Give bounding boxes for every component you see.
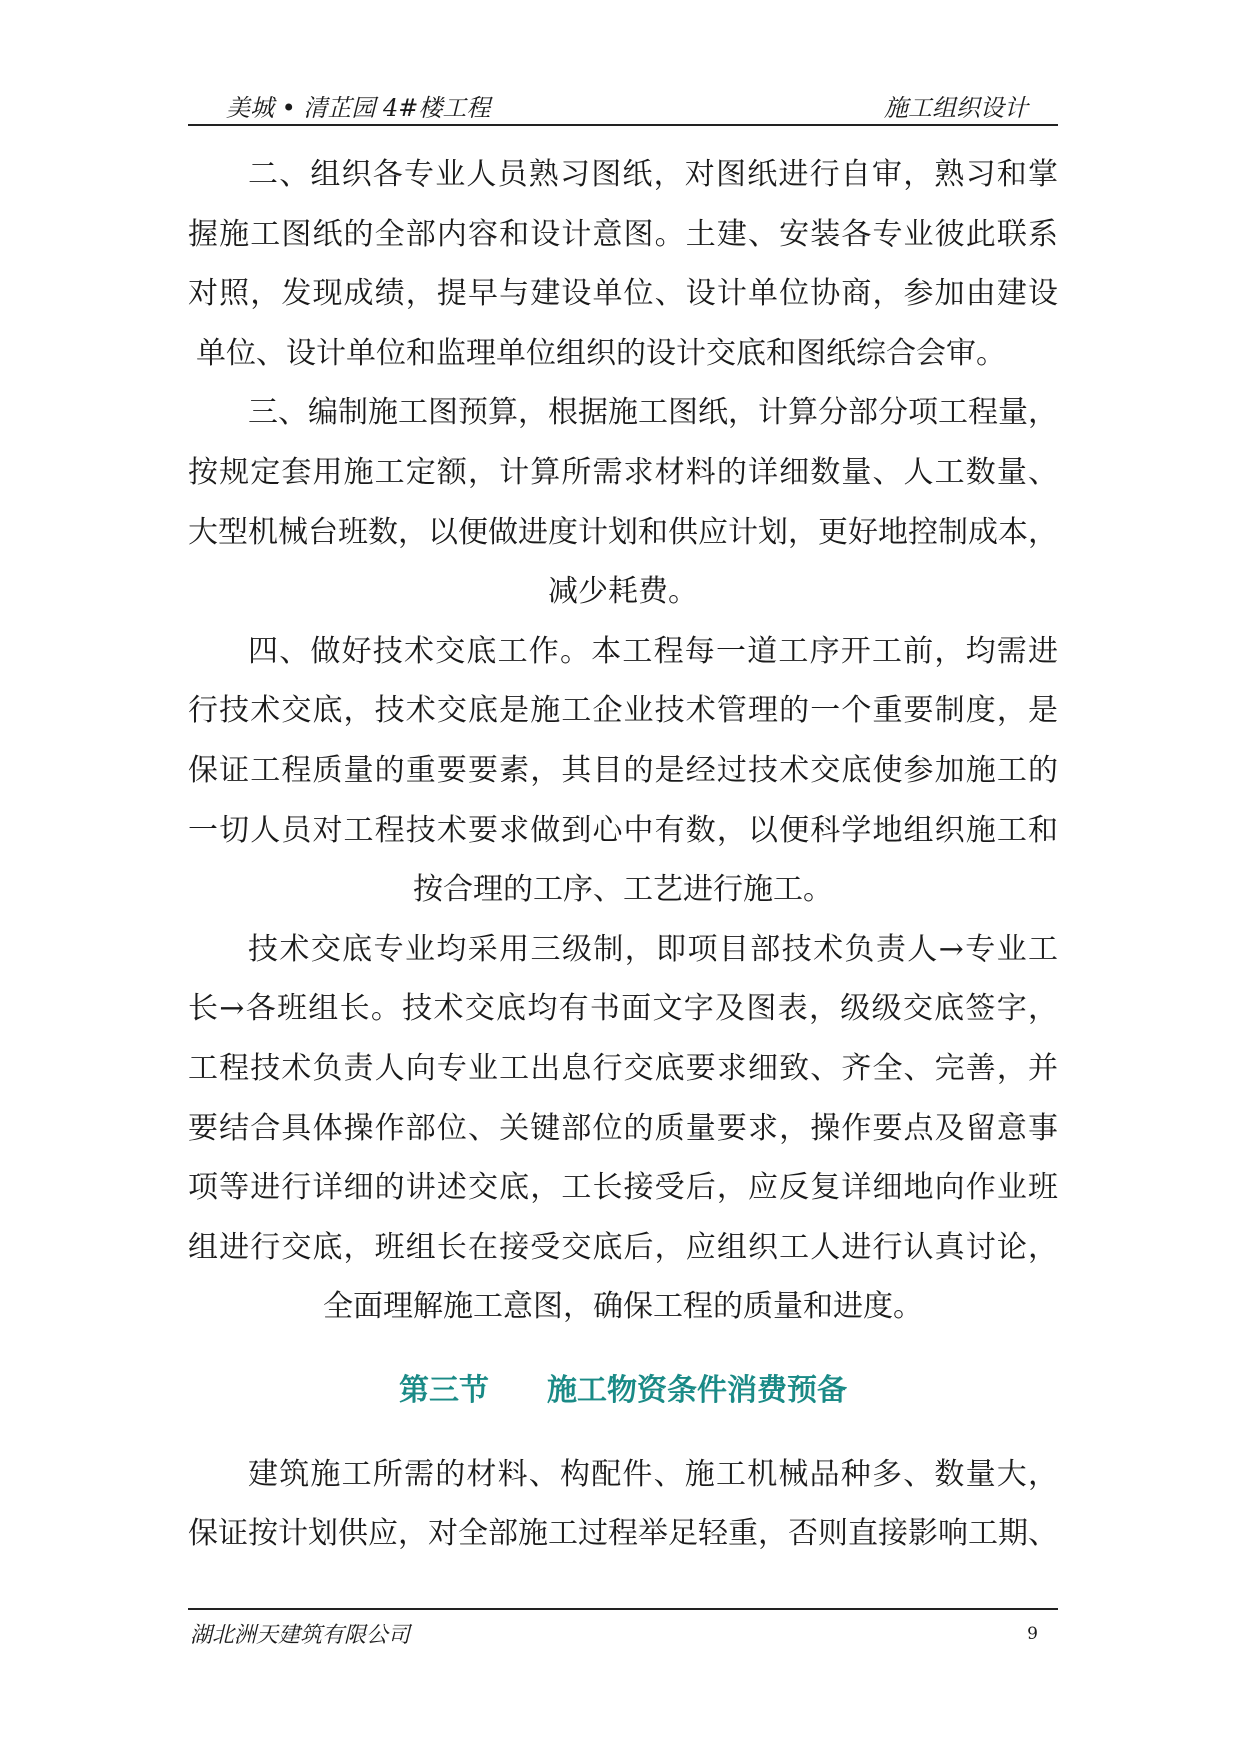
document-body xyxy=(188,145,1058,1564)
body-line: 建筑施工所需的材料、构配件、施工机械品种多、数量大， xyxy=(248,1456,1058,1492)
body-line: 长→各班组长。技术交底均有书面文字及图表，级级交底签字， xyxy=(188,991,1058,1027)
body-line: 要结合具体操作部位、关键部位的质量要求，操作要点及留意事 xyxy=(188,1110,1058,1146)
body-line: 项等进行详细的讲述交底，工长接受后，应反复详细地向作业班 xyxy=(188,1170,1058,1206)
company-name: 湖北洲天建筑有限公司 xyxy=(190,1623,411,1648)
body-line: 组进行交底，班组长在接受交底后，应组织工人进行认真讨论， xyxy=(188,1229,1058,1265)
body-line: 握施工图纸的全部内容和设计意图。土建、安装各专业彼此联系 xyxy=(188,216,1058,252)
body-line: 四、做好技术交底工作。本工程每一道工序开工前，均需进 xyxy=(248,633,1058,669)
body-line: 一切人员对工程技术要求做到心中有数，以便科学地组织施工和 xyxy=(188,812,1058,848)
body-line: 全面理解施工意图，确保工程的质量和进度。 xyxy=(323,1289,923,1325)
page-footer xyxy=(188,1608,1058,1648)
body-line: 工程技术负责人向专业工出息行交底要求细致、齐全、完善，并 xyxy=(188,1050,1058,1086)
page-header xyxy=(188,84,1058,126)
body-line: 对照，发现成绩，提早与建设单位、设计单位协商，参加由建设 xyxy=(188,276,1058,312)
body-line: 大型机械台班数，以便做进度计划和供应计划，更好地控制成本， xyxy=(188,514,1058,550)
body-line: 保证按计划供应，对全部施工过程举足轻重，否则直接影响工期、 xyxy=(188,1516,1058,1552)
body-line: 保证工程质量的重要要素，其目的是经过技术交底使参加施工的 xyxy=(188,752,1058,788)
body-line: 行技术交底，技术交底是施工企业技术管理的一个重要制度，是 xyxy=(188,693,1058,729)
body-line: 按合理的工序、工艺进行施工。 xyxy=(413,872,833,908)
section-heading xyxy=(188,1349,1058,1433)
document-title: 施工组织设计 xyxy=(884,94,1028,122)
body-line: 技术交底专业均采用三级制，即项目部技术负责人→专业工 xyxy=(248,931,1058,967)
body-line: 按规定套用施工定额，计算所需求材料的详细数量、人工数量、 xyxy=(188,454,1058,490)
project-title: 美城 • 清芷园 4#楼工程 xyxy=(226,94,491,122)
body-line: 三、编制施工图预算，根据施工图纸，计算分部分项工程量， xyxy=(248,395,1058,431)
body-line: 二、组织各专业人员熟习图纸，对图纸进行自审，熟习和掌 xyxy=(248,157,1058,192)
section-number: 第三节 xyxy=(399,1372,489,1408)
body-line: 减少耗费。 xyxy=(548,574,698,610)
page-number: 9 xyxy=(1027,1624,1038,1644)
body-line: 单位、设计单位和监理单位组织的设计交底和图纸综合会审。 xyxy=(196,335,1006,371)
section-title: 施工物资条件消费预备 xyxy=(547,1372,847,1408)
